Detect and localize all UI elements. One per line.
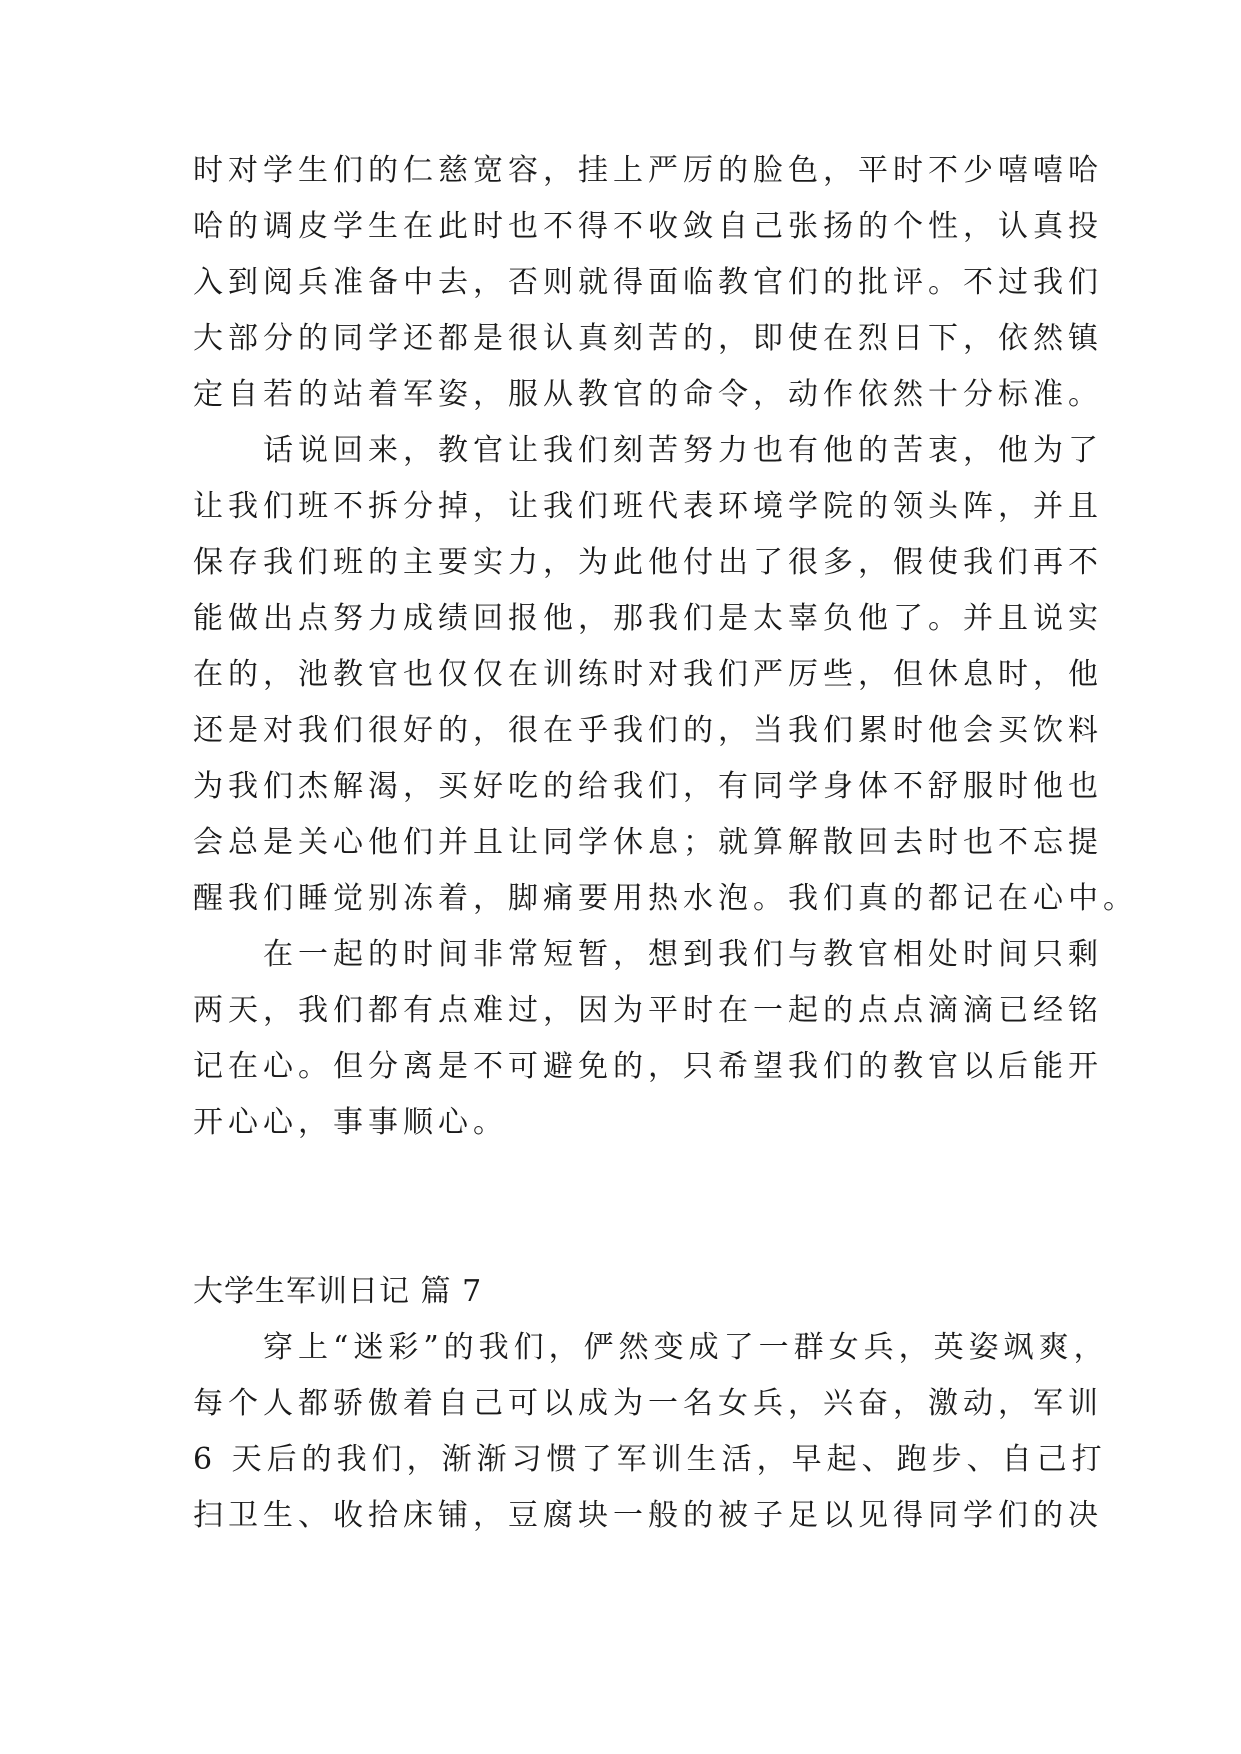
paragraph-line: 每个人都骄傲着自己可以成为一名女兵，兴奋，激动，军训 <box>193 1386 1103 1421</box>
paragraph-line: 为我们杰解渴，买好吃的给我们，有同学身体不舒服时他也 <box>193 769 1103 804</box>
paragraph-line: 定自若的站着军姿，服从教官的命令，动作依然十分标准。 <box>193 377 1103 412</box>
paragraph-line: 在一起的时间非常短暂，想到我们与教官相处时间只剩 <box>193 937 1103 972</box>
paragraph-line: 两天，我们都有点难过，因为平时在一起的点点滴滴已经铭 <box>193 993 1103 1028</box>
paragraph-line: 大部分的同学还都是很认真刻苦的，即使在烈日下，依然镇 <box>193 321 1103 356</box>
paragraph-line: 扫卫生、收拾床铺，豆腐块一般的被子足以见得同学们的决 <box>193 1498 1103 1533</box>
paragraph-line: 入到阅兵准备中去，否则就得面临教官们的批评。不过我们 <box>193 265 1103 300</box>
paragraph-line: 在的，池教官也仅仅在训练时对我们严厉些，但休息时，他 <box>193 657 1103 692</box>
paragraph-line: 能做出点努力成绩回报他，那我们是太辜负他了。并且说实 <box>193 601 1103 636</box>
section-heading: 大学生军训日记 篇 7 <box>193 1274 483 1309</box>
paragraph-1 <box>193 143 1103 423</box>
paragraph-line: 话说回来，教官让我们刻苦努力也有他的苦衷，他为了 <box>193 433 1103 468</box>
paragraph-line: 穿上“迷彩”的我们，俨然变成了一群女兵，英姿飒爽， <box>193 1330 1109 1365</box>
paragraph-line: 开心心，事事顺心。 <box>193 1105 508 1140</box>
paragraph-line: 会总是关心他们并且让同学休息；就算解散回去时也不忘提 <box>193 825 1103 860</box>
paragraph-3 <box>193 927 1103 1151</box>
paragraph-line: 保存我们班的主要实力，为此他付出了很多，假使我们再不 <box>193 545 1103 580</box>
paragraph-line: 哈的调皮学生在此时也不得不收敛自己张扬的个性，认真投 <box>193 209 1103 244</box>
paragraph-line: 记在心。但分离是不可避免的，只希望我们的教官以后能开 <box>193 1049 1103 1084</box>
paragraph-2 <box>193 423 1138 927</box>
paragraph-line: 醒我们睡觉别冻着，脚痛要用热水泡。我们真的都记在心中。 <box>193 881 1138 916</box>
section-paragraph <box>193 1320 1109 1544</box>
paragraph-line: 6 天后的我们，渐渐习惯了军训生活，早起、跑步、自己打 <box>193 1442 1107 1477</box>
paragraph-line: 让我们班不拆分掉，让我们班代表环境学院的领头阵，并且 <box>193 489 1103 524</box>
paragraph-line: 还是对我们很好的，很在乎我们的，当我们累时他会买饮料 <box>193 713 1103 748</box>
paragraph-line: 时对学生们的仁慈宽容，挂上严厉的脸色，平时不少嘻嘻哈 <box>193 153 1103 188</box>
